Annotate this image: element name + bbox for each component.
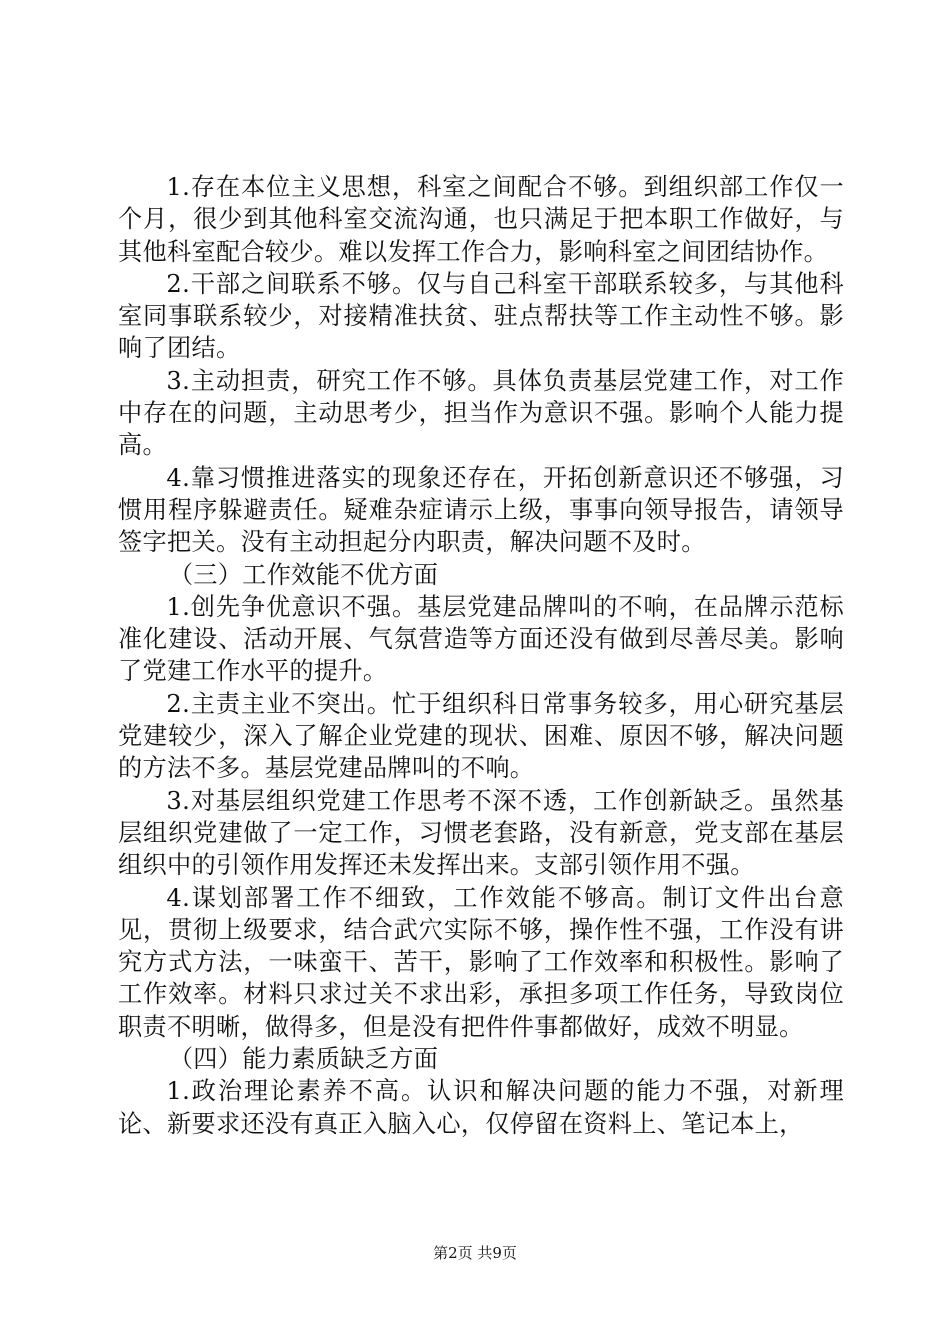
section-heading-4: （四）能力素质缺乏方面 xyxy=(168,1045,439,1074)
paragraph-4: 4.靠习惯推进落实的现象还存在，开拓创新意识还不够强，习惯用程序躲避责任。疑难杂症请示上级，事事向领导报告，请领导签字把关。没有主动担起分内职责，解决问题不及时。 xyxy=(118,463,844,557)
paragraph-5: 1.创先争优意识不强。基层党建品牌叫的不响，在品牌示范标准化建设、活动开展、气氛营造等方面还没有做到尽善尽美。影响了党建工作水平的提升。 xyxy=(118,592,844,686)
paragraph-9: 1.政治理论素养不高。认识和解决问题的能力不强，对新理论、新要求还没有真正入脑入心，仅停留在资料上、笔记本上， xyxy=(118,1077,844,1138)
paragraph-1: 1.存在本位主义思想，科室之间配合不够。到组织部工作仅一个月，很少到其他科室交流沟通，也只满足于把本职工作做好，与其他科室配合较少。难以发挥工作合力，影响科室之间团结协作。 xyxy=(118,173,844,266)
paragraph-7: 3.对基层组织党建工作思考不深不透，工作创新缺乏。虽然基层组织党建做了一定工作，习惯老套路，没有新意，党支部在基层组织中的引领作用发挥还未发挥出来。支部引领作用不强。 xyxy=(118,786,844,880)
section-heading-3: （三）工作效能不优方面 xyxy=(168,560,439,589)
paragraph-6: 2.主责主业不突出。忙于组织科日常事务较多，用心研究基层党建较少，深入了解企业党建的现状、困难、原因不够，解决问题的方法不多。基层党建品牌叫的不响。 xyxy=(118,689,844,783)
page-footer: 第2页 共9页 xyxy=(433,1244,517,1262)
paragraph-3: 3.主动担责，研究工作不够。具体负责基层党建工作，对工作中存在的问题，主动思考少，担当作为意识不强。影响个人能力提高。 xyxy=(118,366,844,460)
paragraph-8: 4.谋划部署工作不细致，工作效能不够高。制订文件出台意见，贯彻上级要求，结合武穴实际不够，操作性不强，工作没有讲究方式方法，一味蛮干、苦干，影响了工作效率和积极性。影响了工作效率。材料只求过关不求出彩，承担多项工作任务，导致岗位职责不明晰，做得多，但是没有把件件事都做好，成效不明显。 xyxy=(118,883,844,1041)
document-body xyxy=(118,171,844,1140)
paragraph-2: 2.干部之间联系不够。仅与自己科室干部联系较多，与其他科室同事联系较少，对接精准扶贫、驻点帮扶等工作主动性不够。影响了团结。 xyxy=(118,269,844,363)
